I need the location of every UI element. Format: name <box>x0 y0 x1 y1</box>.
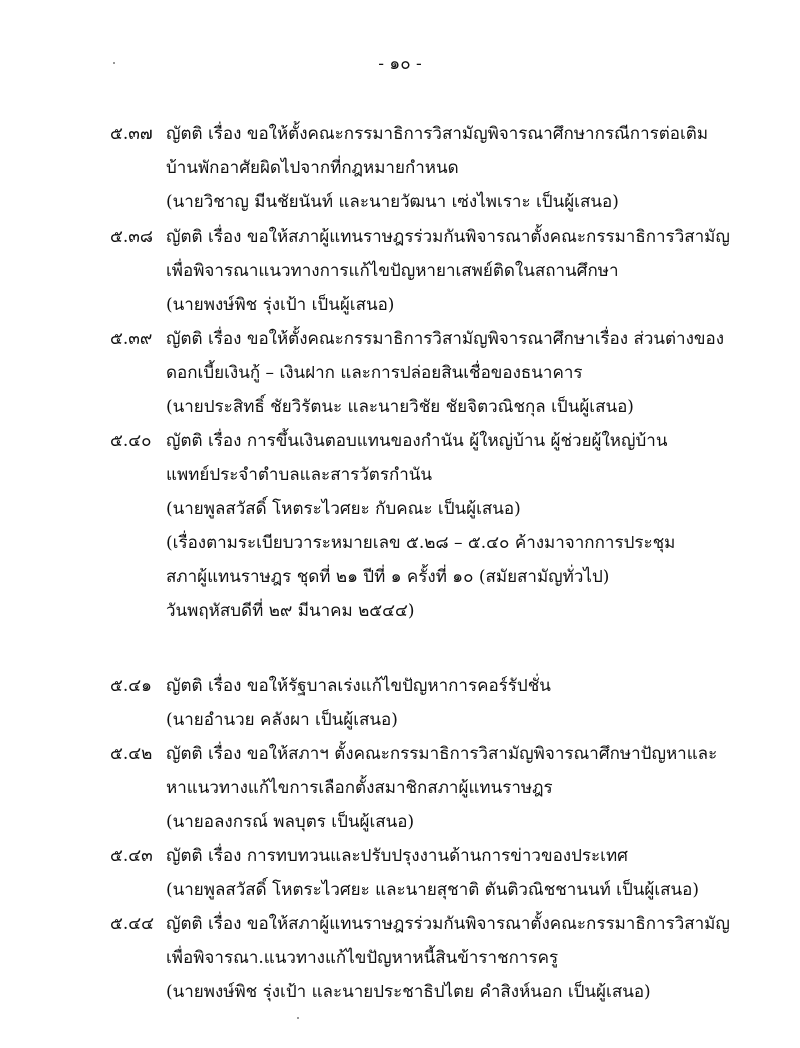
agenda-item-line: ดอกเบี้ยเงินกู้ – เงินฝาก และการปล่อยสินเชื่อของธนาคาร <box>166 363 583 383</box>
agenda-item-line: (นายอลงกรณ์ พลบุตร เป็นผู้เสนอ) <box>166 812 415 832</box>
agenda-item-line: ญัตติ เรื่อง การขึ้นเงินตอบแทนของกำนัน ผู้ใหญ่บ้าน ผู้ช่วยผู้ใหญ่บ้าน <box>166 431 668 451</box>
agenda-item-text <box>166 669 776 737</box>
agenda-item-line: (เรื่องตามระเบียบวาระหมายเลข ๕.๒๘ – ๕.๔๐ ค้างมาจากการประชุม <box>166 533 676 553</box>
agenda-item-text <box>166 117 776 219</box>
agenda-item-line: เพื่อพิจารณา.แนวทางแก้ไขปัญหาหนี้สินข้าราชการครู <box>166 948 559 968</box>
agenda-item-number: ๕.๔๓ <box>110 846 153 866</box>
agenda-item-line: ญัตติ เรื่อง ขอให้ตั้งคณะกรรมาธิการวิสามัญพิจารณาศึกษาเรื่อง ส่วนต่างของ <box>166 329 725 349</box>
agenda-item-number: ๕.๔๐ <box>110 431 152 451</box>
agenda-item-number: ๕.๔๑ <box>110 676 152 696</box>
agenda-item-line: (นายอำนวย คลังผา เป็นผู้เสนอ) <box>166 710 398 730</box>
agenda-item-line: ญัตติ เรื่อง ขอให้สภาฯ ตั้งคณะกรรมาธิการวิสามัญพิจารณาศึกษาปัญหาและ <box>166 744 718 764</box>
agenda-item-text <box>166 737 776 839</box>
agenda-item-line: (นายพูลสวัสดิ์ โหตระไวศยะ กับคณะ เป็นผู้เสนอ) <box>166 499 521 519</box>
scan-speck <box>113 62 115 64</box>
agenda-item-line: หาแนวทางแก้ไขการเลือกตั้งสมาชิกสภาผู้แทนราษฎร <box>166 778 553 798</box>
agenda-item-text <box>166 907 776 1009</box>
agenda-item-number: ๕.๔๒ <box>110 744 153 764</box>
agenda-item-line: (นายประสิทธิ์ ชัยวิรัตนะ และนายวิชัย ชัยจิตวณิชกุล เป็นผู้เสนอ) <box>166 397 634 417</box>
agenda-item-number: ๕.๔๔ <box>110 914 155 934</box>
agenda-item-number: ๕.๓๗ <box>110 124 153 144</box>
agenda-item-line: บ้านพักอาศัยผิดไปจากที่กฎหมายกำหนด <box>166 158 459 178</box>
agenda-item-number: ๕.๓๙ <box>110 329 153 349</box>
agenda-item-line: (นายวิชาญ มีนชัยนันท์ และนายวัฒนา เซ่งไพเราะ เป็นผู้เสนอ) <box>166 192 619 212</box>
agenda-item-line: (นายพงษ์พิช รุ่งเป้า และนายประชาธิปไตย คำสิงห์นอก เป็นผู้เสนอ) <box>166 982 651 1002</box>
agenda-item-line: ญัตติ เรื่อง ขอให้สภาผู้แทนราษฎรร่วมกันพิจารณาตั้งคณะกรรมาธิการวิสามัญ <box>166 914 730 934</box>
agenda-item-text <box>166 220 776 322</box>
scan-speck <box>297 1017 299 1019</box>
agenda-item-line: วันพฤหัสบดีที่ ๒๙ มีนาคม ๒๕๔๔) <box>166 601 415 621</box>
agenda-item-text <box>166 424 776 628</box>
agenda-item-line: ญัตติ เรื่อง ขอให้รัฐบาลเร่งแก้ไขปัญหาการคอร์รัปชั่น <box>166 676 551 696</box>
agenda-item-line: เพื่อพิจารณาแนวทางการแก้ไขปัญหายาเสพย์ติดในสถานศึกษา <box>166 261 619 281</box>
agenda-item-text <box>166 322 776 424</box>
agenda-item-line: (นายพูลสวัสดิ์ โหตระไวศยะ และนายสุชาติ ตันติวณิชชานนท์ เป็นผู้เสนอ) <box>166 880 700 900</box>
agenda-item-text <box>166 839 776 907</box>
agenda-item-line: (นายพงษ์พิช รุ่งเป้า เป็นผู้เสนอ) <box>166 295 395 315</box>
page-number: - ๑๐ - <box>378 54 422 74</box>
agenda-item-line: ญัตติ เรื่อง การทบทวนและปรับปรุงงานด้านการข่าวของประเทศ <box>166 846 628 866</box>
agenda-item-line: ญัตติ เรื่อง ขอให้ตั้งคณะกรรมาธิการวิสามัญพิจารณาศึกษากรณีการต่อเติม <box>166 124 709 144</box>
agenda-item-line: ญัตติ เรื่อง ขอให้สภาผู้แทนราษฎรร่วมกันพิจารณาตั้งคณะกรรมาธิการวิสามัญ <box>166 227 730 247</box>
agenda-item-line: สภาผู้แทนราษฎร ชุดที่ ๒๑ ปีที่ ๑ ครั้งที่ ๑๐ (สมัยสามัญทั่วไป) <box>166 567 610 587</box>
agenda-item-number: ๕.๓๘ <box>110 227 154 247</box>
agenda-item-line: แพทย์ประจำตำบลและสารวัตรกำนัน <box>166 465 433 485</box>
